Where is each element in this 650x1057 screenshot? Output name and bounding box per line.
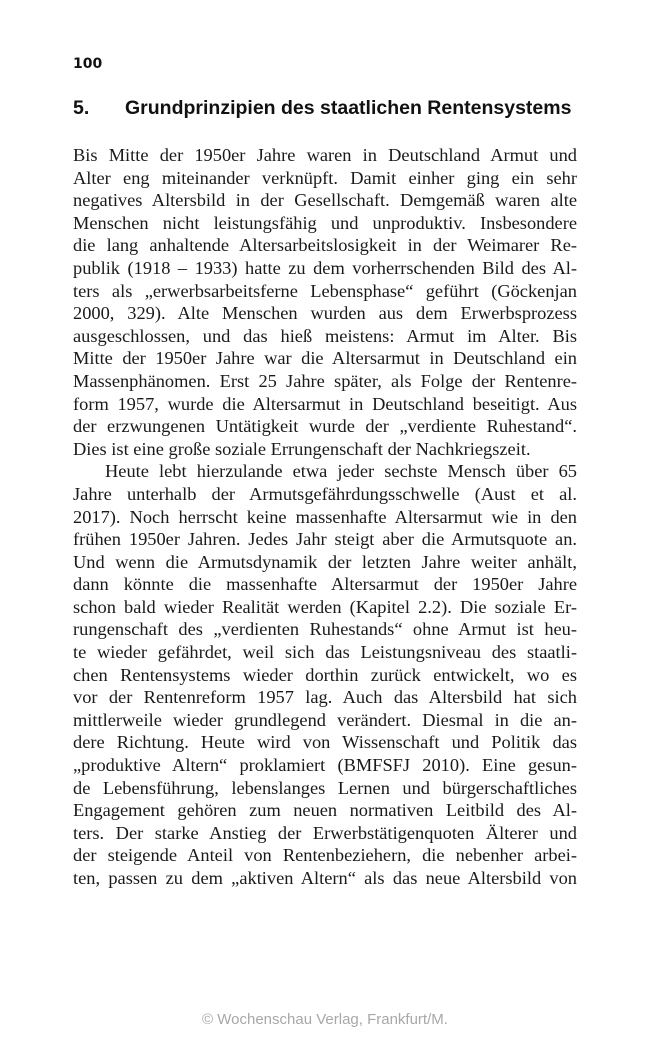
body-line: vor der Rentenreform 1957 lag. Auch das Altersbild hat sich [73, 687, 577, 708]
page-number: 100 [73, 56, 103, 72]
body-line: dann könnte die massenhafte Altersarmut der 1950er Jahre [73, 574, 577, 595]
body-line: Dies ist eine große soziale Errungenschaft der Nachkriegszeit. [73, 438, 531, 459]
body-line: 2000, 329). Alte Menschen wurden aus dem Erwerbsprozess [73, 303, 577, 324]
body-line: „produktive Altern“ proklamiert (BMFSFJ 2010). Eine gesun- [73, 755, 577, 776]
body-line: schon bald wieder Realität werden (Kapitel 2.2). Die soziale Er- [73, 596, 577, 617]
body-line: ters als „erwerbsarbeitsferne Lebensphase“ geführt (Göckenjan [73, 280, 577, 301]
body-line: Alter eng miteinander verknüpft. Damit einher ging ein sehr [73, 167, 577, 188]
chapter-title: Grundprinzipien des staatlichen Rentensystems [125, 97, 572, 119]
body-line: publik (1918 – 1933) hatte zu dem vorherrschenden Bild des Al- [73, 257, 577, 278]
body-line: dere Richtung. Heute wird von Wissenschaft und Politik das [73, 732, 577, 753]
chapter-heading [73, 97, 593, 120]
body-line: die lang anhaltende Altersarbeitslosigkeit in der Weimarer Re- [73, 235, 577, 256]
body-line: der steigende Anteil von Rentenbeziehern, die nebenher arbei- [73, 845, 577, 866]
body-line: form 1957, wurde die Altersarmut in Deutschland beseitigt. Aus [73, 393, 577, 414]
body-text [73, 144, 577, 890]
body-line: Engagement gehören zum neuen normativen Leitbild des Al- [73, 800, 577, 821]
body-line: Massenphänomen. Erst 25 Jahre später, als Folge der Rentenre- [73, 370, 577, 391]
body-line: chen Rentensystems wieder dorthin zurück entwickelt, wo es [73, 664, 577, 685]
body-line: der erzwungenen Untätigkeit wurde der „verdiente Ruhestand“. [73, 416, 577, 437]
copyright-footer: © Wochenschau Verlag, Frankfurt/M. [202, 1011, 448, 1028]
body-line: frühen 1950er Jahren. Jedes Jahr steigt aber die Armutsquote an. [73, 529, 577, 550]
body-line: Jahre unterhalb der Armutsgefährdungsschwelle (Aust et al. [73, 483, 577, 504]
body-line: 2017). Noch herrscht keine massenhafte Altersarmut wie in den [73, 506, 577, 527]
body-line: Und wenn die Armutsdynamik der letzten Jahre weiter anhält, [73, 551, 577, 572]
body-line: de Lebensführung, lebenslanges Lernen und bürgerschaftliches [73, 777, 577, 798]
body-line: Menschen nicht leistungsfähig und unproduktiv. Insbesondere [73, 212, 577, 233]
body-line: mittlerweile wieder grundlegend verändert. Diesmal in die an- [73, 709, 577, 730]
body-line: Heute lebt hierzulande etwa jeder sechste Mensch über 65 [105, 461, 577, 482]
body-line: Mitte der 1950er Jahre war die Altersarmut in Deutschland ein [73, 348, 577, 369]
body-line: Bis Mitte der 1950er Jahre waren in Deutschland Armut und [73, 145, 577, 165]
body-line: ten, passen zu dem „aktiven Altern“ als das neue Altersbild von [73, 868, 577, 888]
chapter-number: 5. [73, 97, 90, 119]
body-line: te wieder gefährdet, weil sich das Leistungsniveau des staatli- [73, 642, 577, 663]
body-line: ausgeschlossen, und das hieß meistens: Armut im Alter. Bis [73, 325, 577, 346]
body-line: ters. Der starke Anstieg der Erwerbstätigenquoten Älterer und [73, 822, 577, 843]
body-line: negatives Altersbild in der Gesellschaft. Demgemäß waren alte [73, 190, 577, 211]
body-line: rungenschaft des „verdienten Ruhestands“ ohne Armut ist heu- [73, 619, 577, 640]
